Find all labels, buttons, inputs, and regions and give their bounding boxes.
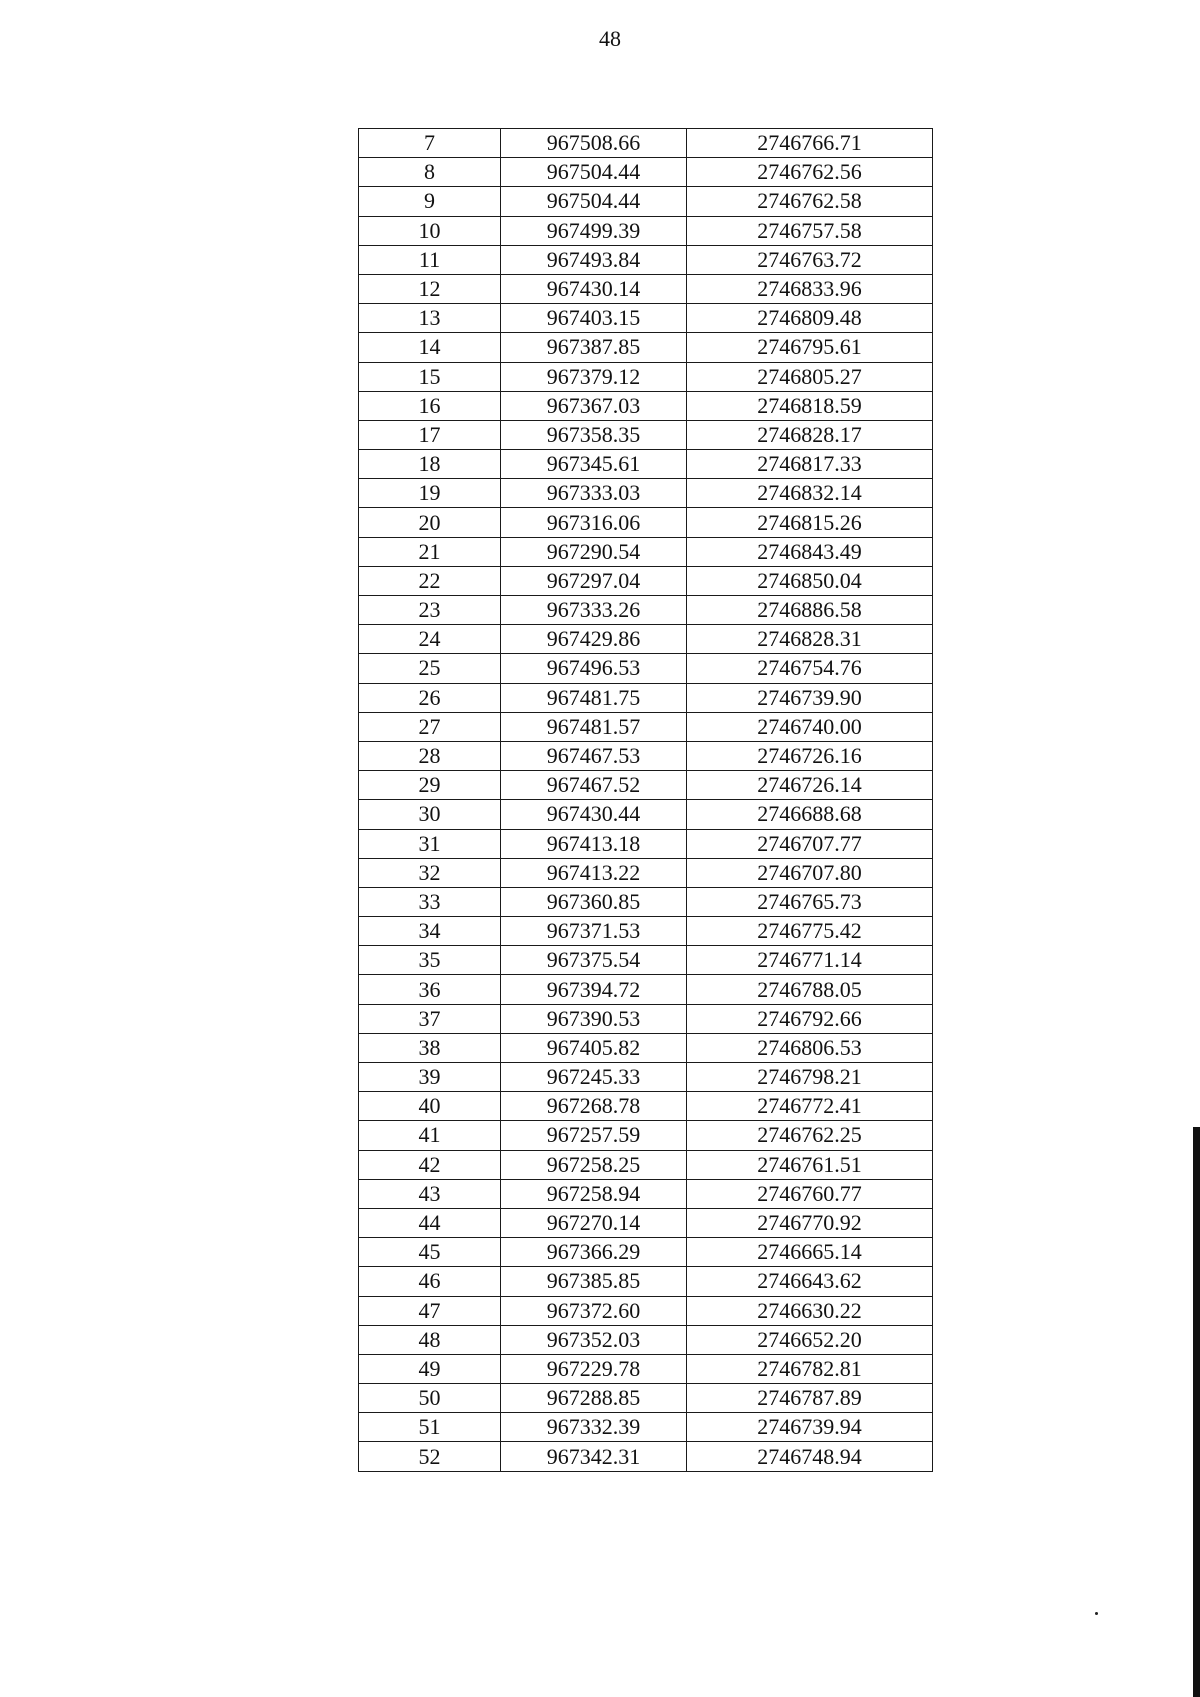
y-coordinate-cell: 2746630.22 — [687, 1296, 933, 1325]
table-row — [359, 508, 933, 537]
point-number-cell: 26 — [359, 683, 501, 712]
y-coordinate-cell: 2746795.61 — [687, 333, 933, 362]
table-row — [359, 683, 933, 712]
point-number-cell: 36 — [359, 975, 501, 1004]
point-number-cell: 14 — [359, 333, 501, 362]
table-row — [359, 216, 933, 245]
point-number-cell: 45 — [359, 1238, 501, 1267]
x-coordinate-cell: 967493.84 — [501, 245, 687, 274]
point-number-cell: 37 — [359, 1004, 501, 1033]
x-coordinate-cell: 967467.53 — [501, 741, 687, 770]
table-row — [359, 741, 933, 770]
y-coordinate-cell: 2746798.21 — [687, 1063, 933, 1092]
x-coordinate-cell: 967258.25 — [501, 1150, 687, 1179]
table-row — [359, 274, 933, 303]
point-number-cell: 18 — [359, 450, 501, 479]
x-coordinate-cell: 967245.33 — [501, 1063, 687, 1092]
y-coordinate-cell: 2746770.92 — [687, 1208, 933, 1237]
x-coordinate-cell: 967372.60 — [501, 1296, 687, 1325]
point-number-cell: 25 — [359, 654, 501, 683]
x-coordinate-cell: 967258.94 — [501, 1179, 687, 1208]
y-coordinate-cell: 2746757.58 — [687, 216, 933, 245]
x-coordinate-cell: 967371.53 — [501, 917, 687, 946]
table-row — [359, 1267, 933, 1296]
point-number-cell: 39 — [359, 1063, 501, 1092]
point-number-cell: 33 — [359, 887, 501, 916]
y-coordinate-cell: 2746748.94 — [687, 1442, 933, 1471]
scan-speck — [1095, 1612, 1098, 1615]
y-coordinate-cell: 2746775.42 — [687, 917, 933, 946]
x-coordinate-cell: 967360.85 — [501, 887, 687, 916]
point-number-cell: 15 — [359, 362, 501, 391]
point-number-cell: 49 — [359, 1354, 501, 1383]
x-coordinate-cell: 967403.15 — [501, 304, 687, 333]
table-row — [359, 975, 933, 1004]
x-coordinate-cell: 967375.54 — [501, 946, 687, 975]
y-coordinate-cell: 2746763.72 — [687, 245, 933, 274]
table-row — [359, 1442, 933, 1471]
table-row — [359, 1325, 933, 1354]
point-number-cell: 51 — [359, 1413, 501, 1442]
table-row — [359, 537, 933, 566]
x-coordinate-cell: 967430.14 — [501, 274, 687, 303]
point-number-cell: 16 — [359, 391, 501, 420]
y-coordinate-cell: 2746726.16 — [687, 741, 933, 770]
y-coordinate-cell: 2746761.51 — [687, 1150, 933, 1179]
x-coordinate-cell: 967413.22 — [501, 858, 687, 887]
x-coordinate-cell: 967257.59 — [501, 1121, 687, 1150]
point-number-cell: 9 — [359, 187, 501, 216]
y-coordinate-cell: 2746762.58 — [687, 187, 933, 216]
x-coordinate-cell: 967508.66 — [501, 129, 687, 158]
scan-edge-bar — [1193, 1127, 1200, 1697]
point-number-cell: 23 — [359, 596, 501, 625]
y-coordinate-cell: 2746760.77 — [687, 1179, 933, 1208]
coordinate-table — [358, 128, 933, 1472]
point-number-cell: 31 — [359, 829, 501, 858]
table-row — [359, 479, 933, 508]
table-row — [359, 245, 933, 274]
y-coordinate-cell: 2746832.14 — [687, 479, 933, 508]
table-row — [359, 771, 933, 800]
point-number-cell: 8 — [359, 158, 501, 187]
y-coordinate-cell: 2746828.31 — [687, 625, 933, 654]
point-number-cell: 12 — [359, 274, 501, 303]
y-coordinate-cell: 2746707.77 — [687, 829, 933, 858]
point-number-cell: 41 — [359, 1121, 501, 1150]
table-row — [359, 158, 933, 187]
x-coordinate-cell: 967270.14 — [501, 1208, 687, 1237]
point-number-cell: 44 — [359, 1208, 501, 1237]
x-coordinate-cell: 967430.44 — [501, 800, 687, 829]
x-coordinate-cell: 967394.72 — [501, 975, 687, 1004]
point-number-cell: 30 — [359, 800, 501, 829]
table-row — [359, 858, 933, 887]
y-coordinate-cell: 2746754.76 — [687, 654, 933, 683]
x-coordinate-cell: 967288.85 — [501, 1384, 687, 1413]
x-coordinate-cell: 967504.44 — [501, 187, 687, 216]
table-row — [359, 712, 933, 741]
x-coordinate-cell: 967390.53 — [501, 1004, 687, 1033]
x-coordinate-cell: 967342.31 — [501, 1442, 687, 1471]
point-number-cell: 34 — [359, 917, 501, 946]
x-coordinate-cell: 967333.03 — [501, 479, 687, 508]
y-coordinate-cell: 2746765.73 — [687, 887, 933, 916]
table-row — [359, 1063, 933, 1092]
point-number-cell: 7 — [359, 129, 501, 158]
table-row — [359, 800, 933, 829]
y-coordinate-cell: 2746806.53 — [687, 1033, 933, 1062]
table-row — [359, 1033, 933, 1062]
table-row — [359, 420, 933, 449]
table-row — [359, 450, 933, 479]
x-coordinate-cell: 967467.52 — [501, 771, 687, 800]
y-coordinate-cell: 2746833.96 — [687, 274, 933, 303]
y-coordinate-cell: 2746817.33 — [687, 450, 933, 479]
point-number-cell: 20 — [359, 508, 501, 537]
table-row — [359, 362, 933, 391]
y-coordinate-cell: 2746740.00 — [687, 712, 933, 741]
x-coordinate-cell: 967367.03 — [501, 391, 687, 420]
y-coordinate-cell: 2746782.81 — [687, 1354, 933, 1383]
x-coordinate-cell: 967504.44 — [501, 158, 687, 187]
x-coordinate-cell: 967385.85 — [501, 1267, 687, 1296]
y-coordinate-cell: 2746792.66 — [687, 1004, 933, 1033]
point-number-cell: 21 — [359, 537, 501, 566]
table-row — [359, 946, 933, 975]
point-number-cell: 11 — [359, 245, 501, 274]
y-coordinate-cell: 2746843.49 — [687, 537, 933, 566]
point-number-cell: 38 — [359, 1033, 501, 1062]
y-coordinate-cell: 2746805.27 — [687, 362, 933, 391]
point-number-cell: 47 — [359, 1296, 501, 1325]
y-coordinate-cell: 2746739.94 — [687, 1413, 933, 1442]
point-number-cell: 28 — [359, 741, 501, 770]
point-number-cell: 43 — [359, 1179, 501, 1208]
x-coordinate-cell: 967481.75 — [501, 683, 687, 712]
y-coordinate-cell: 2746815.26 — [687, 508, 933, 537]
table-row — [359, 566, 933, 595]
table-row — [359, 1354, 933, 1383]
table-row — [359, 187, 933, 216]
point-number-cell: 40 — [359, 1092, 501, 1121]
point-number-cell: 42 — [359, 1150, 501, 1179]
y-coordinate-cell: 2746739.90 — [687, 683, 933, 712]
table-row — [359, 1238, 933, 1267]
x-coordinate-cell: 967229.78 — [501, 1354, 687, 1383]
x-coordinate-cell: 967358.35 — [501, 420, 687, 449]
table-row — [359, 1121, 933, 1150]
y-coordinate-cell: 2746850.04 — [687, 566, 933, 595]
x-coordinate-cell: 967496.53 — [501, 654, 687, 683]
y-coordinate-cell: 2746665.14 — [687, 1238, 933, 1267]
x-coordinate-cell: 967387.85 — [501, 333, 687, 362]
table-row — [359, 1296, 933, 1325]
point-number-cell: 52 — [359, 1442, 501, 1471]
table-row — [359, 625, 933, 654]
point-number-cell: 27 — [359, 712, 501, 741]
y-coordinate-cell: 2746652.20 — [687, 1325, 933, 1354]
table-row — [359, 391, 933, 420]
y-coordinate-cell: 2746788.05 — [687, 975, 933, 1004]
x-coordinate-cell: 967316.06 — [501, 508, 687, 537]
point-number-cell: 29 — [359, 771, 501, 800]
y-coordinate-cell: 2746772.41 — [687, 1092, 933, 1121]
x-coordinate-cell: 967405.82 — [501, 1033, 687, 1062]
point-number-cell: 50 — [359, 1384, 501, 1413]
table-row — [359, 887, 933, 916]
y-coordinate-cell: 2746787.89 — [687, 1384, 933, 1413]
x-coordinate-cell: 967366.29 — [501, 1238, 687, 1267]
point-number-cell: 35 — [359, 946, 501, 975]
table-row — [359, 129, 933, 158]
table-row — [359, 1004, 933, 1033]
y-coordinate-cell: 2746707.80 — [687, 858, 933, 887]
point-number-cell: 19 — [359, 479, 501, 508]
y-coordinate-cell: 2746809.48 — [687, 304, 933, 333]
y-coordinate-cell: 2746818.59 — [687, 391, 933, 420]
y-coordinate-cell: 2746762.25 — [687, 1121, 933, 1150]
x-coordinate-cell: 967413.18 — [501, 829, 687, 858]
x-coordinate-cell: 967429.86 — [501, 625, 687, 654]
x-coordinate-cell: 967290.54 — [501, 537, 687, 566]
table-row — [359, 333, 933, 362]
x-coordinate-cell: 967352.03 — [501, 1325, 687, 1354]
y-coordinate-cell: 2746643.62 — [687, 1267, 933, 1296]
table-row — [359, 1413, 933, 1442]
y-coordinate-cell: 2746886.58 — [687, 596, 933, 625]
table-row — [359, 917, 933, 946]
table-row — [359, 1384, 933, 1413]
coordinate-table-body — [359, 129, 933, 1472]
point-number-cell: 13 — [359, 304, 501, 333]
table-row — [359, 1179, 933, 1208]
y-coordinate-cell: 2746771.14 — [687, 946, 933, 975]
x-coordinate-cell: 967333.26 — [501, 596, 687, 625]
x-coordinate-cell: 967332.39 — [501, 1413, 687, 1442]
point-number-cell: 10 — [359, 216, 501, 245]
x-coordinate-cell: 967268.78 — [501, 1092, 687, 1121]
table-row — [359, 829, 933, 858]
point-number-cell: 17 — [359, 420, 501, 449]
point-number-cell: 24 — [359, 625, 501, 654]
y-coordinate-cell: 2746828.17 — [687, 420, 933, 449]
x-coordinate-cell: 967499.39 — [501, 216, 687, 245]
y-coordinate-cell: 2746766.71 — [687, 129, 933, 158]
table-row — [359, 654, 933, 683]
point-number-cell: 46 — [359, 1267, 501, 1296]
point-number-cell: 22 — [359, 566, 501, 595]
page-number: 48 — [599, 26, 621, 51]
x-coordinate-cell: 967481.57 — [501, 712, 687, 741]
x-coordinate-cell: 967297.04 — [501, 566, 687, 595]
y-coordinate-cell: 2746688.68 — [687, 800, 933, 829]
x-coordinate-cell: 967345.61 — [501, 450, 687, 479]
point-number-cell: 32 — [359, 858, 501, 887]
table-row — [359, 596, 933, 625]
x-coordinate-cell: 967379.12 — [501, 362, 687, 391]
table-row — [359, 1150, 933, 1179]
y-coordinate-cell: 2746726.14 — [687, 771, 933, 800]
table-row — [359, 1208, 933, 1237]
table-row — [359, 1092, 933, 1121]
y-coordinate-cell: 2746762.56 — [687, 158, 933, 187]
point-number-cell: 48 — [359, 1325, 501, 1354]
table-row — [359, 304, 933, 333]
